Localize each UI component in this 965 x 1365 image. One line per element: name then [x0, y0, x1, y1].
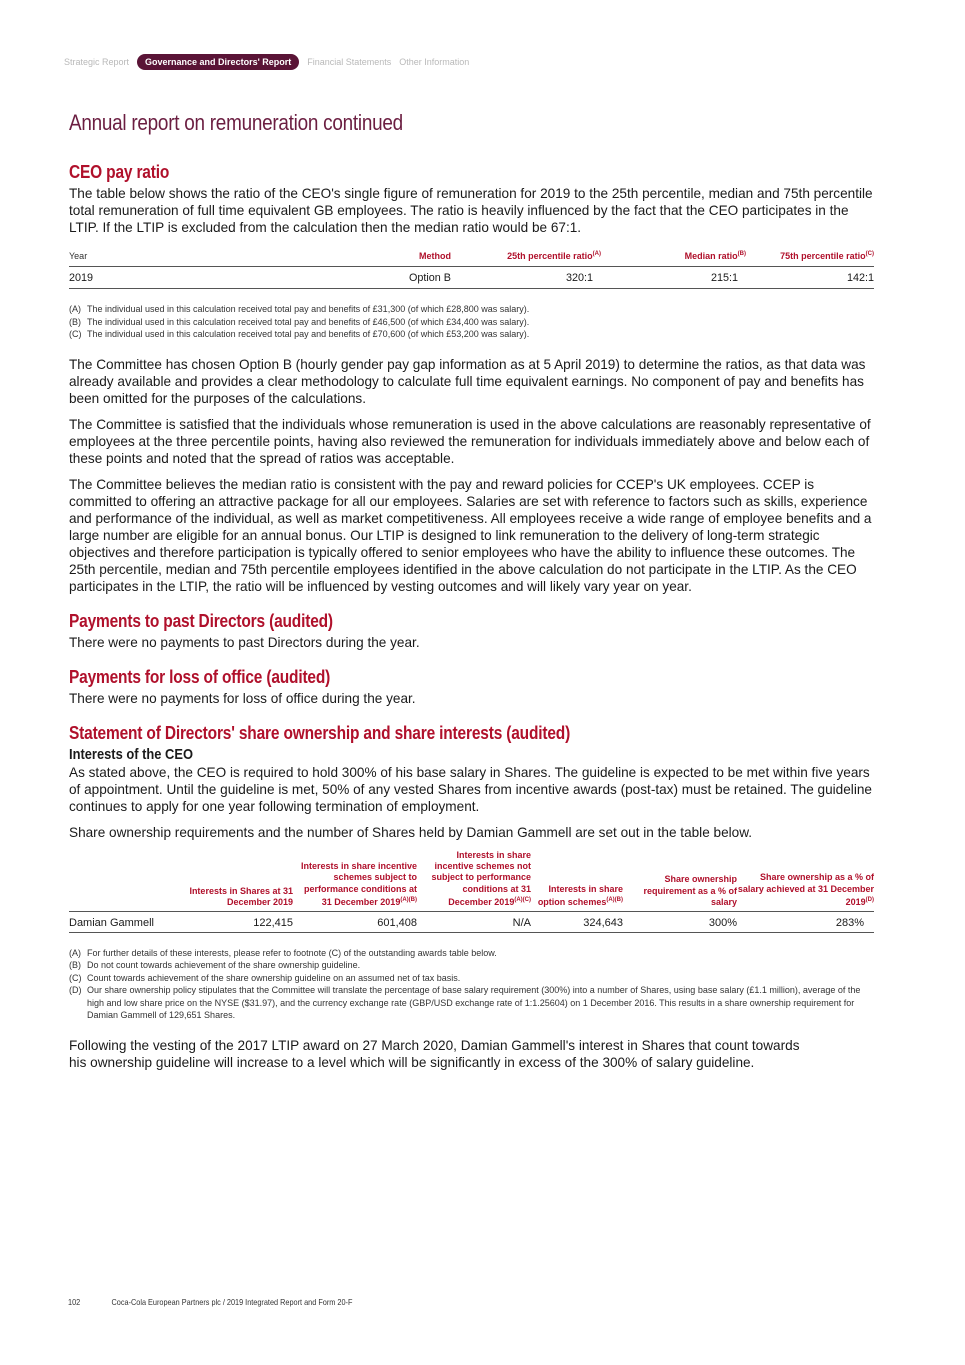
footnote: (A) The individual used in this calculation received total pay and benefits of £31,300 (of which £28,800 was salary). — [69, 304, 530, 314]
share-table-intro: Share ownership requirements and the number of Shares held by Damian Gammell are set out in the table below. — [69, 824, 753, 840]
header-method: Method — [359, 249, 451, 267]
header-interests-in-shares: Interests in Shares at 31 December 2019 — [179, 850, 293, 912]
cell-ownership-requirement: 300% — [623, 911, 737, 932]
top-navigation — [64, 54, 469, 70]
share-ownership-heading: Statement of Directors' share ownership and share interests (audited) — [69, 722, 571, 743]
header-median: Median ratio$^{(B)}$ — [601, 249, 746, 267]
share-guideline-paragraph: As stated above, the CEO is required to hold 300% of his base salary in Shares. The guideline is expected to be met within five years of appointment. Until the guideline is met, 50% of any vested Shares from incentive awards (post-tax) must be retained. The guideline continues to apply for one year following termination of employment. — [69, 764, 872, 814]
nav-tab-strategic-report[interactable]: Strategic Report — [64, 57, 130, 67]
cell-interests-in-shares: 122,415 — [179, 911, 293, 932]
header-name — [69, 850, 179, 912]
interests-of-ceo-subheading: Interests of the CEO — [69, 745, 194, 763]
footnote: (C) Count towards achievement of the share ownership guideline on an assumed net of tax basis. — [69, 972, 461, 983]
cell-year: 2019 — [69, 267, 359, 289]
cell-method: Option B — [359, 267, 451, 289]
nav-tab-governance[interactable]: Governance and Directors' Report — [137, 54, 299, 70]
header-year: Year — [69, 249, 359, 267]
ceo-pay-ratio-intro: The table below shows the ratio of the CEO's single figure of remuneration for 2019 to the 25th percentile, median and 75th percentile total remuneration of full time equivalent GB employees. The ratio is heavily influenced by the fact that the CEO participates in the LTIP. If the LTIP is excluded from the calculation then the median ratio would be 67:1. — [69, 186, 873, 235]
share-ownership-table — [69, 850, 874, 933]
representative-paragraph: The Committee is satisfied that the individuals whose remuneration is used in the above calculations are reasonably representative of employees at the three percentile points, having also reviewed the remuneration for individuals immediately above and below each of these points and noted that the spread of ratios was acceptable. — [69, 416, 871, 466]
page-content — [69, 110, 875, 1080]
header-option-schemes: Interests in share option schemes$^{(A)(B)}$ — [531, 850, 623, 912]
table-header-row — [69, 850, 874, 912]
ltip-vesting-paragraph: Following the vesting of the 2017 LTIP award on 27 March 2020, Damian Gammell's interest in Shares that count towards his ownership guideline will increase to a level which will be significantly in excess of the 300% of salary guideline. — [69, 1037, 800, 1070]
ceo-pay-ratio-table — [69, 249, 874, 289]
footnote: (C) The individual used in this calculation received total pay and benefits of £70,600 (of which £53,200 was salary). — [69, 329, 530, 339]
share-ownership-footnotes — [69, 947, 875, 1022]
header-75th-percentile: 75th percentile ratio$^{(C)}$ — [746, 249, 874, 267]
cell-performance-schemes: 601,408 — [293, 911, 417, 932]
past-directors-heading: Payments to past Directors (audited) — [69, 610, 333, 631]
table-row — [69, 911, 874, 932]
footnote: (D) Our share ownership policy stipulates that the Committee will translate the percentage of base salary requirement (300%) into a number of Shares, using base salary (£1.1 million), average of the high and low share price on the NYSE ($31.97), and the currency exchange rate (GBP/USD exchange rate of 1:1.25604) on 1 December 2016. This results in a share ownership requirement for Damian Gammell of 129,651 Shares. — [69, 985, 861, 1021]
cell-option-schemes: 324,643 — [531, 911, 623, 932]
median-consistency-paragraph: The Committee believes the median ratio is consistent with the pay and reward policies for CCEP's UK employees. CCEP is committed to offering an attractive package for all our employees. Salaries are set with reference to factors such as skills, experience and performance of the individual, as well as market competitiveness. All employees receive a wide range of employee benefits and a large number are eligible for an annual bonus. Our LTIP is designed to link remuneration to the delivery of long-term strategic objectives and therefore participation is typically offered to senior employees who have the ability to influence these outcomes. The 25th percentile, median and 75th percentile employees identified in the above calculation do not participate in the LTIP. As the CEO participates in the LTIP, the ratio will be influenced by vesting outcomes and will likely vary year on year. — [69, 476, 872, 594]
loss-of-office-heading: Payments for loss of office (audited) — [69, 666, 331, 687]
option-b-paragraph: The Committee has chosen Option B (hourly gender pay gap information as at 5 April 2019) to determine the ratios, as that data was already available and provides a clear methodology to calculate full time equivalent earnings. No component of pay and benefits has been omitted for the purposes of the calculations. — [69, 356, 866, 406]
nav-tab-other-information[interactable]: Other Information — [399, 57, 470, 67]
cell-name: Damian Gammell — [69, 911, 179, 932]
page-title: Annual report on remuneration continued — [69, 110, 403, 135]
past-directors-section — [69, 611, 875, 651]
header-ownership-requirement: Share ownership requirement as a % of salary — [623, 850, 737, 912]
page-footer — [68, 1297, 382, 1307]
loss-of-office-text: There were no payments for loss of office during the year. — [69, 690, 416, 706]
ceo-pay-ratio-heading: CEO pay ratio — [69, 162, 170, 182]
page-number: 102 — [68, 1297, 81, 1307]
table-row — [69, 267, 874, 289]
cell-25th-percentile: 320:1 — [451, 267, 601, 289]
cell-ownership-achieved: 283% — [737, 911, 874, 932]
nav-tab-financial-statements[interactable]: Financial Statements — [307, 57, 392, 67]
share-ownership-section — [69, 723, 875, 1071]
cell-median: 215:1 — [601, 267, 746, 289]
header-25th-percentile: 25th percentile ratio$^{(A)}$ — [451, 249, 601, 267]
footnote: (B) Do not count towards achievement of the share ownership guideline. — [69, 960, 361, 971]
header-performance-schemes: Interests in share incentive schemes subject to performance conditions at 31 December $2019^{(A)(B)}$ — [293, 850, 417, 912]
footnote: (A) For further details of these interests, please refer to footnote (C) of the outstanding awards table below. — [69, 947, 497, 958]
cell-75th-percentile: 142:1 — [746, 267, 874, 289]
ceo-ratio-footnotes — [69, 303, 875, 341]
document-title: Coca-Cola European Partners plc / 2019 Integrated Report and Form 20-F — [111, 1297, 353, 1307]
cell-non-performance-schemes: N/A — [417, 911, 531, 932]
footnote: (B) The individual used in this calculation received total pay and benefits of £46,500 (of which £34,400 was salary). — [69, 316, 530, 327]
loss-of-office-section — [69, 667, 875, 707]
header-ownership-achieved: Share ownership as a % of salary achieved at 31 December $2019^{(D)}$ — [737, 850, 874, 912]
header-non-performance-schemes: Interests in share incentive schemes not subject to performance conditions at 31 December $2019^{(A)(C)}$ — [417, 850, 531, 912]
table-header-row — [69, 249, 874, 267]
past-directors-text: There were no payments to past Directors during the year. — [69, 634, 420, 650]
